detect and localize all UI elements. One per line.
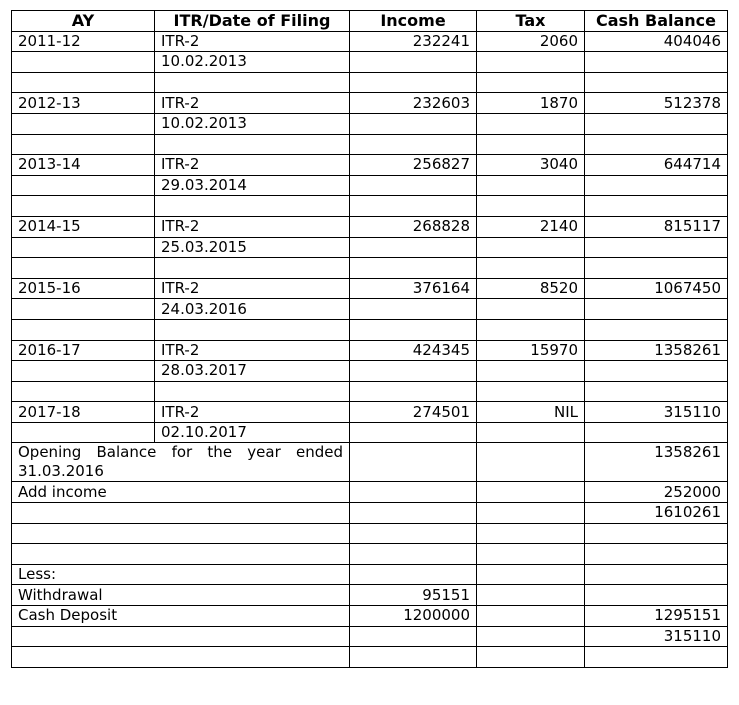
closing-balance-row	[12, 626, 728, 647]
spacer-row	[12, 319, 728, 340]
tax-cell: 2140	[477, 216, 585, 237]
ay-cell: 2016-17	[12, 340, 155, 361]
spacer-row	[12, 72, 728, 93]
spacer-row	[12, 134, 728, 155]
tax-cell: 2060	[477, 31, 585, 52]
table-row	[12, 340, 728, 361]
income-cell: 268828	[350, 216, 477, 237]
table-row	[12, 93, 728, 114]
itr-cell: ITR-2	[155, 155, 350, 176]
withdrawal-label: Withdrawal	[12, 585, 350, 606]
ay-cell: 2013-14	[12, 155, 155, 176]
opening-balance-label: Opening Balance for the year ended 31.03.2016	[12, 443, 350, 482]
income-cell: 376164	[350, 278, 477, 299]
filing-date-cell: 10.02.2013	[155, 52, 350, 73]
table-row	[12, 278, 728, 299]
filing-date-cell: 24.03.2016	[155, 299, 350, 320]
opening-balance-value: 1358261	[585, 443, 728, 482]
table-row	[12, 216, 728, 237]
withdrawal-row	[12, 585, 728, 606]
itr-cell: ITR-2	[155, 278, 350, 299]
spacer-row	[12, 647, 728, 668]
withdrawal-value: 95151	[350, 585, 477, 606]
income-cell: 274501	[350, 402, 477, 423]
filing-date-cell: 02.10.2017	[155, 422, 350, 443]
table-row	[12, 31, 728, 52]
table-row	[12, 299, 728, 320]
itr-cell: ITR-2	[155, 402, 350, 423]
tax-cell: 1870	[477, 93, 585, 114]
spacer-row	[12, 196, 728, 217]
balance-cell: 1358261	[585, 340, 728, 361]
closing-balance-value: 315110	[585, 626, 728, 647]
add-income-label: Add income	[12, 482, 350, 503]
filing-date-cell: 29.03.2014	[155, 175, 350, 196]
spacer-row	[12, 544, 728, 565]
subtotal-row	[12, 503, 728, 524]
balance-cell: 1067450	[585, 278, 728, 299]
spacer-row	[12, 258, 728, 279]
table-row	[12, 52, 728, 73]
tax-cell: 3040	[477, 155, 585, 176]
balance-cell: 644714	[585, 155, 728, 176]
cash-deposit-value: 1200000	[350, 606, 477, 627]
table-row	[12, 422, 728, 443]
ay-cell: 2015-16	[12, 278, 155, 299]
balance-cell: 815117	[585, 216, 728, 237]
itr-cell: ITR-2	[155, 340, 350, 361]
table-row	[12, 113, 728, 134]
filing-date-cell: 25.03.2015	[155, 237, 350, 258]
header-itr-date: ITR/Date of Filing	[155, 11, 350, 32]
header-cash-balance: Cash Balance	[585, 11, 728, 32]
less-label: Less:	[12, 564, 350, 585]
cash-deposit-label: Cash Deposit	[12, 606, 350, 627]
table-row	[12, 155, 728, 176]
income-cell: 232603	[350, 93, 477, 114]
filing-date-cell: 10.02.2013	[155, 113, 350, 134]
ay-cell: 2012-13	[12, 93, 155, 114]
itr-cell: ITR-2	[155, 31, 350, 52]
itr-cell: ITR-2	[155, 216, 350, 237]
less-row	[12, 564, 728, 585]
table-row	[12, 361, 728, 382]
spacer-row	[12, 523, 728, 544]
tax-cell: NIL	[477, 402, 585, 423]
balance-cell: 404046	[585, 31, 728, 52]
tax-cell: 8520	[477, 278, 585, 299]
table-row	[12, 402, 728, 423]
header-tax: Tax	[477, 11, 585, 32]
filing-date-cell: 28.03.2017	[155, 361, 350, 382]
header-ay: AY	[12, 11, 155, 32]
tax-cell: 15970	[477, 340, 585, 361]
income-cell: 232241	[350, 31, 477, 52]
ay-cell: 2014-15	[12, 216, 155, 237]
table-row	[12, 175, 728, 196]
subtotal-value: 1610261	[585, 503, 728, 524]
itr-cell: ITR-2	[155, 93, 350, 114]
add-income-row	[12, 482, 728, 503]
income-cell: 256827	[350, 155, 477, 176]
balance-cell: 315110	[585, 402, 728, 423]
header-income: Income	[350, 11, 477, 32]
spacer-row	[12, 381, 728, 402]
less-total-value: 1295151	[585, 606, 728, 627]
balance-cell: 512378	[585, 93, 728, 114]
cash-deposit-row	[12, 606, 728, 627]
ay-cell: 2011-12	[12, 31, 155, 52]
ay-cell: 2017-18	[12, 402, 155, 423]
itr-cash-balance-table	[11, 10, 728, 668]
income-cell: 424345	[350, 340, 477, 361]
header-row	[12, 11, 728, 32]
add-income-value: 252000	[585, 482, 728, 503]
table-row	[12, 237, 728, 258]
